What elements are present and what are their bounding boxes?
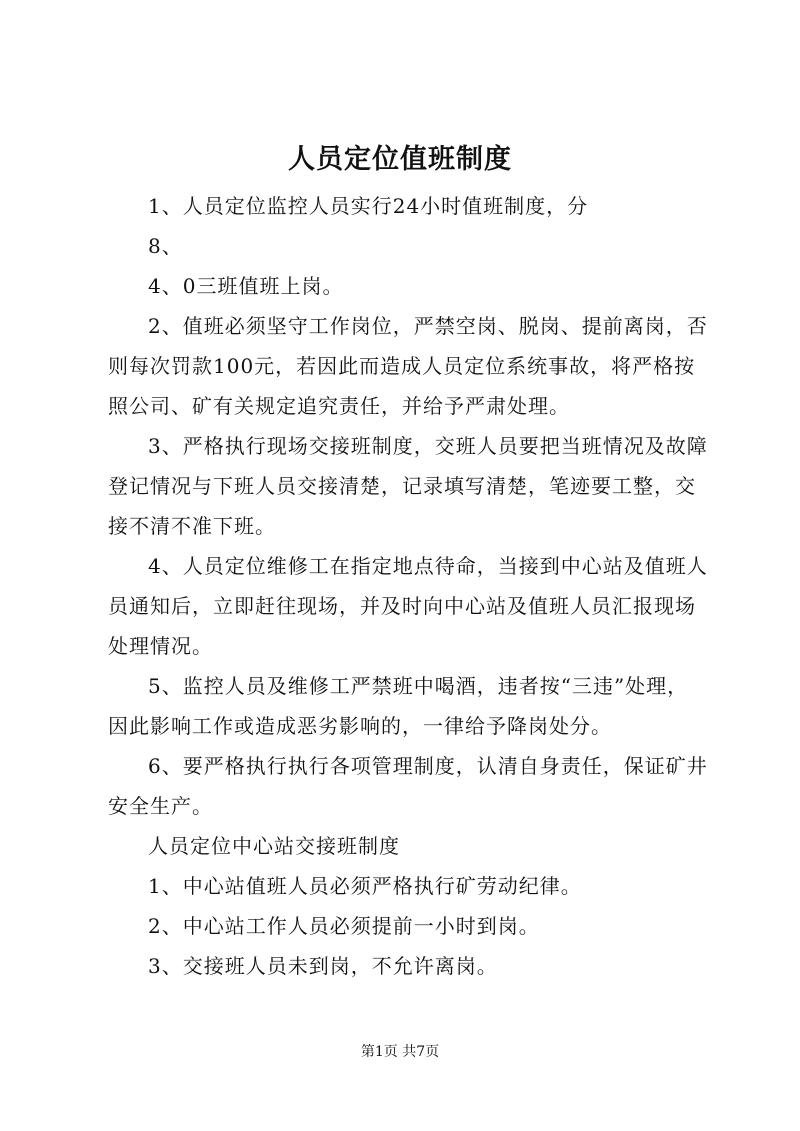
paragraph-10: 2、中心站工作人员必须提前一小时到岗。 bbox=[148, 914, 540, 938]
paragraph-7: 5、监控人员及维修工严禁班中喝酒，违者按“三违”处理，因此影响工作或造成恶劣影响的，一律给予降岗处分。 bbox=[108, 674, 689, 738]
paragraph-3: 4、0三班值班上岗。 bbox=[148, 274, 344, 298]
document-body bbox=[108, 186, 708, 986]
paragraph-1: 1、人员定位监控人员实行24小时值班制度，分 bbox=[148, 194, 589, 218]
page-number: 第1页 共7页 bbox=[360, 1044, 440, 1060]
paragraph-4: 2、值班必须坚守工作岗位，严禁空岗、脱岗、提前离岗，否则每次罚款100元，若因此而造成人员定位系统事故，将严格按照公司、矿有关规定追究责任，并给予严肃处理。 bbox=[108, 314, 708, 418]
section-heading: 人员定位中心站交接班制度 bbox=[148, 834, 400, 858]
paragraph-6: 4、人员定位维修工在指定地点待命，当接到中心站及值班人员通知后，立即赶往现场，并及时向中心站及值班人员汇报现场处理情况。 bbox=[108, 554, 708, 658]
paragraph-2: 8、 bbox=[148, 234, 183, 258]
document-title: 人员定位值班制度 bbox=[288, 144, 512, 175]
paragraph-11: 3、交接班人员未到岗，不允许离岗。 bbox=[148, 954, 498, 978]
paragraph-8: 6、要严格执行执行各项管理制度，认清自身责任，保证矿井安全生产。 bbox=[108, 754, 708, 818]
paragraph-5: 3、严格执行现场交接班制度，交班人员要把当班情况及故障登记情况与下班人员交接清楚，记录填写清楚，笔迹要工整，交接不清不准下班。 bbox=[108, 434, 708, 538]
paragraph-9: 1、中心站值班人员必须严格执行矿劳动纪律。 bbox=[148, 874, 582, 898]
